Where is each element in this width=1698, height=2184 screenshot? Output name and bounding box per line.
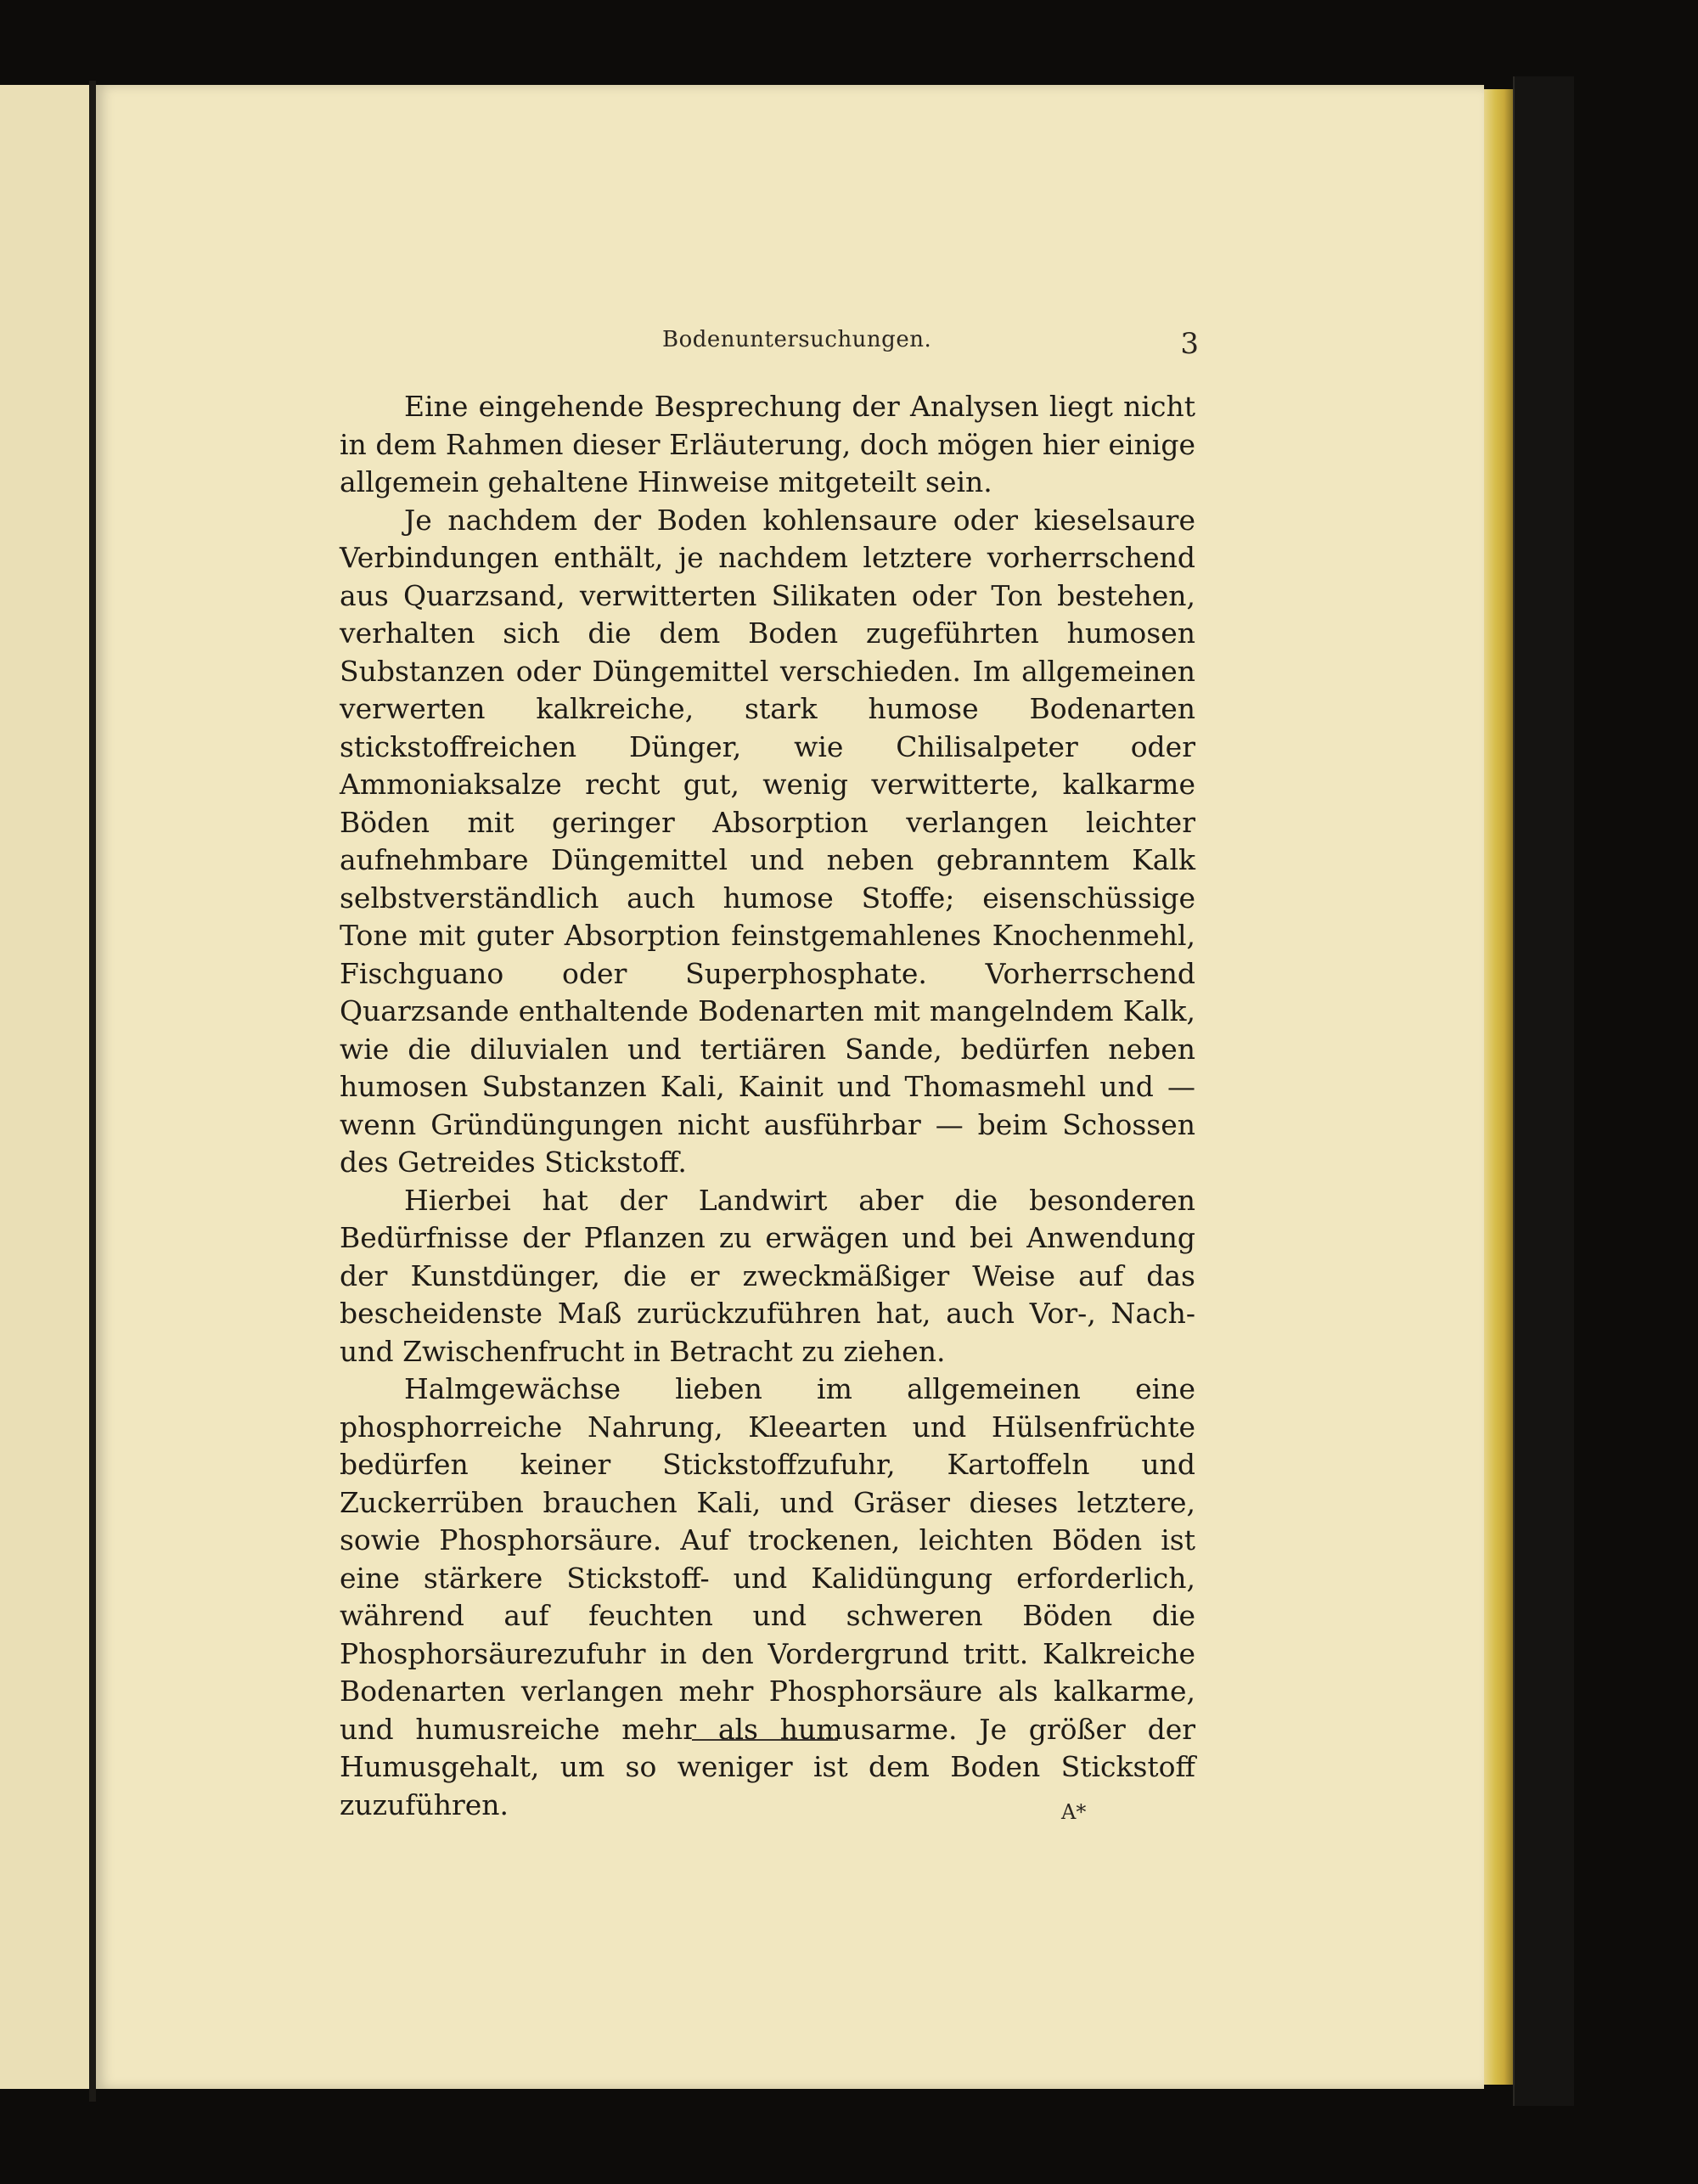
running-head-title: Bodenuntersuchungen.: [662, 327, 932, 352]
paragraph-3: Hierbei hat der Landwirt aber die besonderen Bedürfnisse der Pflanzen zu erwägen und bei Anwendung der Kunstdünger, die er zweckmäßiger Weise auf das bescheidenste Maß zurückzuführen hat, auch Vor-, Nach- und Zwischenfrucht in Betracht zu ziehen.: [340, 1183, 1195, 1368]
paragraph-4: Halmgewächse lieben im allgemeinen eine phosphorreiche Nahrung, Kleearten und Hülsenfrüchte bedürfen keiner Stickstoffzufuhr, Kartoffeln und Zuckerrüben brauchen Kali, und Gräser dieses letztere, sowie Phosphorsäure. Auf trockenen, leichten Böden ist eine stärkere Stickstoff- und Kalidüngung erforderlich, während auf feuchten und schweren Böden die Phosphorsäurezufuhr in den Vordergrund tritt. Kalkreiche Bodenarten verlangen mehr Phosphorsäure als kalkarme, und humusreiche mehr als humusarme. Je größer der Humusgehalt, um so weniger ist dem Boden Stickstoff zuzuführen.: [340, 1372, 1195, 1821]
section-end-rule: [692, 1739, 838, 1741]
running-head: [340, 327, 1223, 369]
page-number: 3: [1180, 327, 1199, 361]
page-edges: [1484, 89, 1513, 2085]
signature-mark: A*: [1061, 1800, 1087, 1824]
book-cover: [1513, 76, 1574, 2106]
paragraph-1: Eine eingehende Besprechung der Analysen liegt nicht in dem Rahmen dieser Erläuterung, doch mögen hier einige allgemein gehaltene Hinweise mitgeteilt sein.: [340, 390, 1195, 498]
body-text: [340, 388, 1195, 1824]
book-gutter: [89, 81, 96, 2102]
paragraph-2: Je nachdem der Boden kohlensaure oder kieselsaure Verbindungen enthält, je nachdem letztere vorherrschend aus Quarzsand, verwitterten Silikaten oder Ton bestehen, verhalten sich die dem Boden zugeführten humosen Substanzen oder Düngemittel verschieden. Im allgemeinen verwerten kalkreiche, stark humose Bodenarten stickstoffreichen Dünger, wie Chilisalpeter oder Ammoniaksalze recht gut, wenig verwitterte, kalkarme Böden mit geringer Absorption verlangen leichter aufnehmbare Düngemittel und neben gebranntem Kalk selbstverständlich auch humose Stoffe; eisenschüssige Tone mit guter Absorption feinstgemahlenes Knochenmehl, Fischguano oder Superphosphate. Vorherrschend Quarzsande enthaltende Bodenarten mit mangelndem Kalk, wie die diluvialen und tertiären Sande, bedürfen neben humosen Substanzen Kali, Kainit und Thomasmehl und — wenn Gründüngungen nicht ausführbar — beim Schossen des Getreides Stickstoff.: [340, 503, 1195, 1179]
facing-page: [0, 85, 94, 2089]
